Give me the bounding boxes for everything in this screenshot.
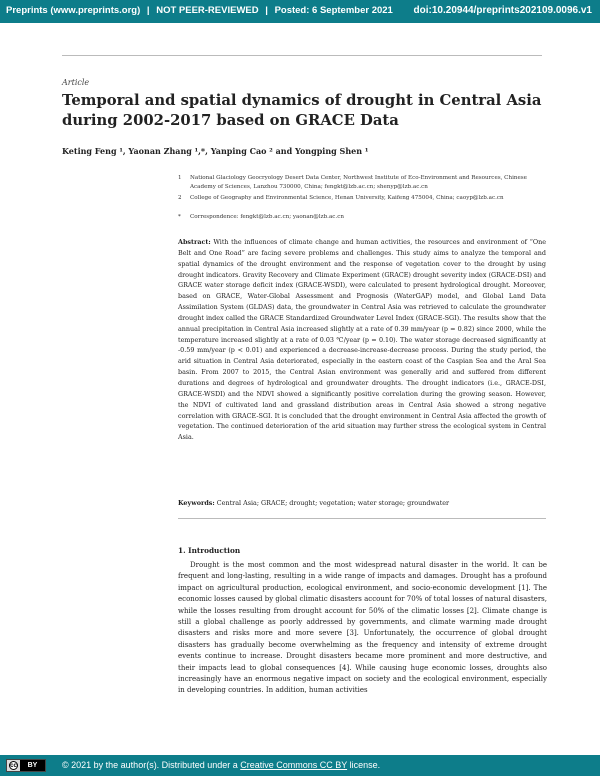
keywords-text: Central Asia; GRACE; drought; vegetation; water storage; groundwater: [216, 499, 450, 507]
keywords-label: Keywords:: [178, 499, 215, 507]
site-name[interactable]: Preprints (www.preprints.org): [6, 5, 141, 16]
affiliation-2: 2 College of Geography and Environmental Science, Henan University, Kaifeng 475004, China; caoyp@lzb.ac.cn: [178, 195, 504, 201]
doi-link[interactable]: doi:10.20944/preprints202109.0096.v1: [413, 5, 592, 16]
article-type: Article: [62, 78, 90, 87]
introduction-text: Drought is the most common and the most widespread natural disaster in the world. It can be frequent and long-lasting, resulting in a wide range of impacts and damages. Drought has a profound impact on agricultural production, ecological environment, and socio-economic development [1]. The economic losses caused by global climatic disasters account for 70% of total losses of natural disasters, while the losses resulting from drought account for 50% of the climatic losses [2]. Climate change is still a global challenge as poorly addressed by governments, and climate warming made drought disasters and risks more and more severe [3]. Unfortunately, the occurrence of global drought disasters has gradually become overwhelming as the frequency and intensity of extreme drought events continue to increase. Drought disasters became more prominent and more destructive, and their impacts lead to global consequences [4]. While causing huge economic losses, droughts also increasingly have an enormous negative impact on society and the ecological environment, especially in developing countries. In addition, human activities: [178, 561, 547, 695]
header-separator: |: [146, 5, 150, 16]
license-text: © 2021 by the author(s). Distributed under a Creative Commons CC BY license.: [62, 760, 381, 770]
license-link[interactable]: Creative Commons CC BY: [240, 760, 348, 770]
paper-title: Temporal and spatial dynamics of drought in Central Asia during 2002-2017 based on GRACE Data: [62, 92, 542, 129]
review-status: NOT PEER-REVIEWED: [156, 5, 259, 16]
keywords: [178, 499, 546, 507]
affiliation-1: 1 National Glaciology Geocryology Desert Data Center, Northwest Institute of Eco-Environment and Resources, Chinese Academy of Sciences, Lanzhou 730000, China; fengkt@lzb.ac.cn; shenyp@lzb.ac.cn: [178, 175, 527, 190]
abstract-rule: [178, 518, 546, 519]
correspondence: * Correspondence: fengkt@lzb.ac.cn; yaonan@lzb.ac.cn: [178, 214, 344, 220]
by-icon: BY: [20, 760, 45, 771]
posted-date: Posted: 6 September 2021: [274, 5, 393, 16]
license-footer-bar: [0, 755, 600, 776]
abstract-text: With the influences of climate change and human activities, the resources and environment of “One Belt and One Road” are facing severe problems and challenges. This study aims to analyze the temporal and spatial dynamics of the drought environment and the response of vegetation cover to the drought by using drought indicators. Gravity Recovery and Climate Experiment (GRACE) drought severity index (GRACE-DSI) and GRACE water storage deficit index (GRACE-WSDI), were calculated to present hydrological drought. Moreover, based on GRACE, Water-Global Assessment and Prognosis (WaterGAP) model, and Global Land Data Assimilation System (GLDAS) data, the groundwater in Central Asia was retrieved to calculate the groundwater drought index called the GRACE Standardized Groundwater Level Index (GRACE-SGI). The results show that the annual precipitation in Central Asia increased slightly at a rate of 0.39 mm/year (p = 0.82) since 2000, while the temperature increased slightly at a rate of 0.03 ℃/year (p = 0.10). The water storage decreased significantly at -0.59 mm/year (p < 0.01) and experienced a decrease-increase-decrease process. During the study period, the arid situation in Central Asia deteriorated, especially in the eastern coast of the Caspian Sea and the Aral Sea basin. From 2007 to 2015, the Central Asian environment was generally arid and suffered from different durations and degrees of hydrological and groundwater droughts. The drought indicators (i.e., GRACE-DSI, GRACE-WSDI) and the NDVI showed a significantly positive correlation during the growing season. However, the NDVI of cultivated land and grassland distribution areas in Central Asia showed a strong negative correlation with GRACE-SGI. It is concluded that the drought environment in Central Asia affected the growth of vegetation. The continued deterioration of the arid situation may further stress the ecological system in Central Asia.: [178, 238, 546, 442]
header-left: [6, 5, 393, 16]
cc-by-badge[interactable]: [6, 759, 46, 772]
preprint-header-bar: [0, 0, 600, 23]
abstract-label: Abstract:: [178, 238, 211, 246]
author-list: Keting Feng ¹, Yaonan Zhang ¹,*, Yanping Cao ² and Yongping Shen ¹: [62, 146, 369, 156]
header-separator: |: [265, 5, 268, 16]
section-heading: 1. Introduction: [178, 546, 241, 555]
cc-icon: cc: [10, 763, 17, 769]
header-rule: [62, 55, 542, 56]
abstract: [178, 237, 546, 443]
